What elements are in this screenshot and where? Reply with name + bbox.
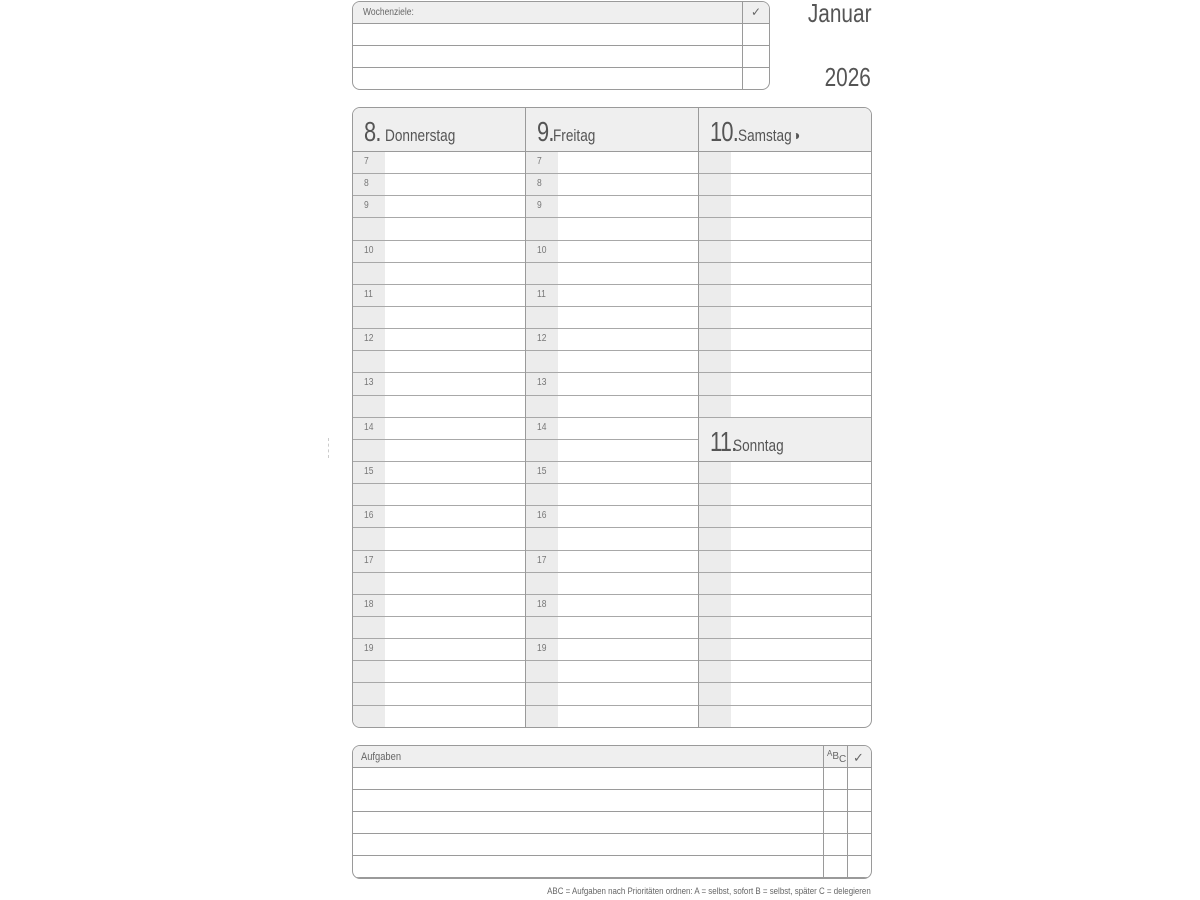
- hour-gutter: [353, 307, 385, 328]
- hour-gutter: [526, 661, 558, 682]
- moon-phase-icon: ◑: [792, 127, 801, 143]
- hour-label: 17: [364, 554, 374, 566]
- hour-row[interactable]: [526, 639, 698, 661]
- hour-row[interactable]: [353, 351, 525, 373]
- day-column-thursday: [353, 108, 525, 727]
- hour-gutter: [353, 617, 385, 638]
- day-header: [353, 108, 525, 152]
- hour-gutter: [353, 661, 385, 682]
- day-number: 10.: [710, 116, 739, 147]
- hour-row[interactable]: [699, 174, 872, 196]
- checkmark-icon: ✓: [751, 5, 762, 19]
- hour-row[interactable]: [353, 484, 525, 506]
- hour-gutter: [526, 218, 558, 239]
- hour-row[interactable]: [353, 706, 525, 728]
- day-name: Donnerstag: [385, 126, 456, 145]
- hour-row[interactable]: [526, 528, 698, 550]
- hour-label: 12: [364, 333, 374, 345]
- weekly-goals-header: [353, 2, 769, 24]
- hour-row[interactable]: [699, 218, 872, 240]
- hour-row[interactable]: [699, 329, 872, 351]
- hour-label: 7: [364, 156, 369, 167]
- hour-row[interactable]: [353, 617, 525, 639]
- hour-row[interactable]: [699, 373, 872, 395]
- priority-footnote: ABC = Aufgaben nach Prioritäten ordnen: A = selbst, sofort B = selbst, später C = delegieren: [547, 886, 871, 896]
- year-title: 2026: [824, 62, 871, 92]
- hour-row[interactable]: [526, 351, 698, 373]
- hour-row[interactable]: [353, 152, 525, 174]
- hour-row[interactable]: [699, 551, 872, 573]
- priority-column-divider: [823, 746, 824, 878]
- hour-row[interactable]: [526, 263, 698, 285]
- hour-gutter: [526, 396, 558, 417]
- hour-label: 10: [364, 244, 374, 256]
- hour-label: 15: [364, 465, 374, 477]
- goal-row[interactable]: [353, 46, 769, 68]
- hour-label: 8: [537, 178, 542, 190]
- hour-gutter: [699, 285, 731, 306]
- hour-row[interactable]: [699, 639, 872, 661]
- hour-row[interactable]: [699, 683, 872, 705]
- hour-row[interactable]: [353, 573, 525, 595]
- hour-row[interactable]: [699, 152, 872, 174]
- hour-row[interactable]: [526, 484, 698, 506]
- hour-gutter: [526, 351, 558, 372]
- hour-gutter: [699, 639, 731, 660]
- hour-gutter: [699, 551, 731, 572]
- hour-row[interactable]: [699, 706, 872, 728]
- hour-label: 19: [364, 643, 374, 655]
- hour-gutter: [353, 484, 385, 505]
- hour-gutter: [699, 263, 731, 284]
- hour-row[interactable]: [526, 617, 698, 639]
- day-number: 11.: [710, 425, 737, 457]
- task-row[interactable]: [353, 834, 871, 856]
- hour-gutter: [699, 595, 731, 616]
- hour-row[interactable]: [526, 196, 698, 218]
- weekly-goals-label: Wochenziele:: [363, 7, 414, 18]
- hour-gutter: [699, 706, 731, 728]
- hour-row[interactable]: [353, 595, 525, 617]
- hour-gutter: [353, 528, 385, 549]
- hour-label: 16: [364, 510, 374, 522]
- hour-gutter: [699, 683, 731, 704]
- hour-row[interactable]: [353, 462, 525, 484]
- hour-gutter: [526, 683, 558, 704]
- hour-gutter: [526, 706, 558, 728]
- hour-row[interactable]: [526, 573, 698, 595]
- hour-label: 13: [537, 377, 547, 389]
- hour-label: 17: [537, 554, 547, 566]
- hour-gutter: [699, 617, 731, 638]
- task-row[interactable]: [353, 856, 871, 878]
- hour-gutter: [699, 152, 731, 173]
- checkmark-icon: ✓: [853, 750, 864, 765]
- month-title: Januar: [807, 0, 871, 28]
- hour-label: 18: [364, 598, 374, 610]
- hour-row[interactable]: [353, 174, 525, 196]
- hour-gutter: [353, 683, 385, 704]
- hour-row[interactable]: [353, 396, 525, 418]
- hour-label: 15: [537, 465, 547, 477]
- hour-label: 9: [537, 200, 542, 212]
- hour-row[interactable]: [526, 706, 698, 728]
- hour-gutter: [699, 307, 731, 328]
- hour-gutter: [353, 706, 385, 728]
- hour-row[interactable]: [526, 307, 698, 329]
- hour-row[interactable]: [353, 196, 525, 218]
- hour-gutter: [526, 528, 558, 549]
- hour-row[interactable]: [353, 218, 525, 240]
- hour-row[interactable]: [353, 373, 525, 395]
- day-number: 9.: [537, 116, 554, 147]
- check-column-divider: [847, 746, 848, 878]
- goal-row[interactable]: [353, 68, 769, 90]
- tasks-header: [353, 746, 871, 768]
- hour-gutter: [526, 307, 558, 328]
- day-header-sunday: [699, 418, 872, 462]
- day-name: Freitag: [553, 126, 596, 145]
- hour-gutter: [699, 573, 731, 594]
- hour-label: 18: [537, 598, 547, 610]
- hour-row[interactable]: [526, 152, 698, 174]
- abc-c: C: [839, 754, 847, 765]
- hour-row[interactable]: [526, 462, 698, 484]
- hour-row[interactable]: [526, 174, 698, 196]
- hour-row[interactable]: [699, 285, 872, 307]
- hour-row[interactable]: [526, 218, 698, 240]
- task-row[interactable]: [353, 768, 871, 790]
- hour-label: 12: [537, 333, 547, 345]
- hour-row[interactable]: [353, 551, 525, 573]
- hour-row[interactable]: [699, 506, 872, 528]
- hour-label: 14: [537, 421, 547, 433]
- hour-gutter: [699, 528, 731, 549]
- hour-gutter: [699, 218, 731, 239]
- hour-row[interactable]: [699, 661, 872, 683]
- hour-row[interactable]: [526, 683, 698, 705]
- hour-row[interactable]: [353, 440, 525, 462]
- day-column-weekend: [698, 108, 872, 727]
- hour-row[interactable]: [353, 241, 525, 263]
- hour-label: 7: [537, 156, 542, 167]
- hour-row[interactable]: [699, 528, 872, 550]
- hour-row[interactable]: [353, 528, 525, 550]
- hour-gutter: [353, 351, 385, 372]
- hour-gutter: [526, 263, 558, 284]
- task-row[interactable]: [353, 790, 871, 812]
- hour-row[interactable]: [526, 418, 698, 440]
- hour-row[interactable]: [699, 595, 872, 617]
- hour-gutter: [353, 573, 385, 594]
- hour-gutter: [699, 462, 731, 483]
- hour-row[interactable]: [526, 241, 698, 263]
- hour-row[interactable]: [699, 351, 872, 373]
- hour-gutter: [699, 174, 731, 195]
- hour-row[interactable]: [353, 683, 525, 705]
- hour-gutter: [353, 263, 385, 284]
- hour-label: 16: [537, 510, 547, 522]
- hour-gutter: [699, 351, 731, 372]
- hour-row[interactable]: [526, 440, 698, 462]
- hour-row[interactable]: [526, 551, 698, 573]
- tasks-box: [352, 745, 872, 879]
- hour-gutter: [699, 661, 731, 682]
- hour-row[interactable]: [699, 263, 872, 285]
- hour-row[interactable]: [353, 661, 525, 683]
- tasks-label: Aufgaben: [361, 751, 402, 763]
- hour-gutter: [699, 241, 731, 262]
- abc-priority-icon: [827, 748, 847, 765]
- hour-label: 10: [537, 244, 547, 256]
- day-name: Sonntag: [733, 435, 784, 455]
- hour-gutter: [699, 373, 731, 394]
- hour-row[interactable]: [699, 462, 872, 484]
- hour-row[interactable]: [526, 396, 698, 418]
- day-header: [526, 108, 698, 152]
- hour-row[interactable]: [699, 196, 872, 218]
- hour-row[interactable]: [699, 241, 872, 263]
- hour-row[interactable]: [353, 263, 525, 285]
- goal-row[interactable]: [353, 24, 769, 46]
- hour-row[interactable]: [526, 506, 698, 528]
- hour-row[interactable]: [526, 595, 698, 617]
- hour-gutter: [526, 573, 558, 594]
- hour-row[interactable]: [353, 506, 525, 528]
- day-name: Samstag: [738, 126, 792, 145]
- hour-row[interactable]: [699, 484, 872, 506]
- hour-row[interactable]: [353, 418, 525, 440]
- hour-gutter: [353, 440, 385, 461]
- abc-a: A: [827, 749, 833, 758]
- day-header-saturday: [699, 108, 872, 152]
- hour-label: 11: [537, 288, 546, 300]
- hour-row[interactable]: [353, 639, 525, 661]
- hour-row[interactable]: [353, 307, 525, 329]
- hour-label: 13: [364, 377, 374, 389]
- abc-b: B: [832, 751, 840, 762]
- hour-gutter: [526, 484, 558, 505]
- hour-gutter: [526, 440, 558, 461]
- day-number: 8.: [364, 116, 381, 147]
- hour-row[interactable]: [699, 396, 872, 418]
- hour-label: 19: [537, 643, 547, 655]
- hour-gutter: [699, 329, 731, 350]
- hour-row[interactable]: [353, 285, 525, 307]
- hour-row[interactable]: [526, 329, 698, 351]
- hour-label: 14: [364, 421, 374, 433]
- hour-row[interactable]: [526, 373, 698, 395]
- hour-gutter: [526, 617, 558, 638]
- day-column-friday: [525, 108, 698, 727]
- punch-mark: [328, 438, 330, 458]
- hour-row[interactable]: [699, 307, 872, 329]
- hour-row[interactable]: [699, 573, 872, 595]
- hour-gutter: [699, 484, 731, 505]
- hour-gutter: [699, 506, 731, 527]
- week-calendar: [352, 107, 872, 728]
- hour-row[interactable]: [526, 285, 698, 307]
- hour-label: 8: [364, 178, 369, 190]
- hour-row[interactable]: [699, 617, 872, 639]
- hour-gutter: [699, 396, 731, 417]
- task-row[interactable]: [353, 812, 871, 834]
- hour-row[interactable]: [353, 329, 525, 351]
- weekly-goals-box: [352, 1, 770, 90]
- hour-row[interactable]: [526, 661, 698, 683]
- hour-gutter: [699, 196, 731, 217]
- hour-gutter: [353, 396, 385, 417]
- hour-gutter: [353, 218, 385, 239]
- hour-label: 9: [364, 200, 369, 212]
- hour-label: 11: [364, 288, 373, 300]
